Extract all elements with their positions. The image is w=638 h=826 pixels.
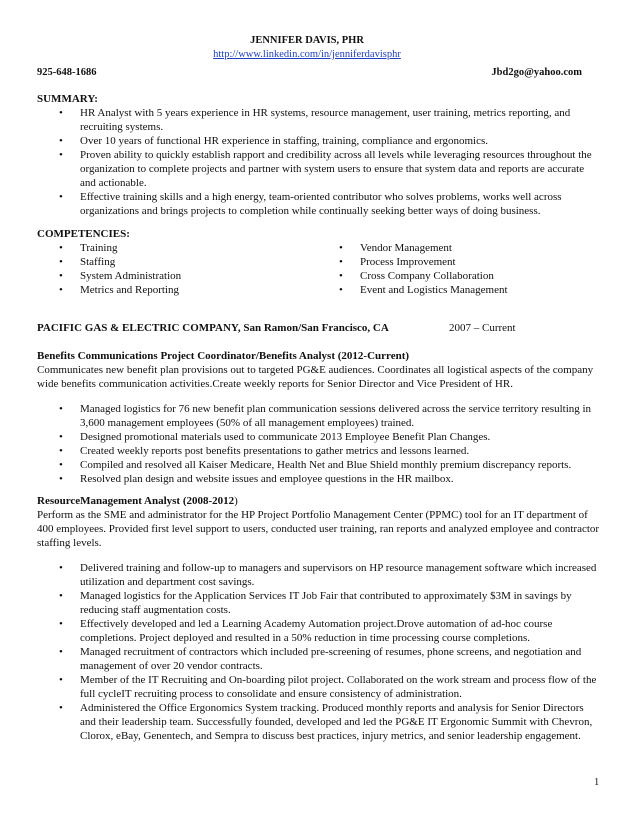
achievement-item: • Resolved plan design and website issues and employee questions in the HR mailbox. bbox=[37, 472, 602, 486]
competency-item: • System Administration bbox=[37, 269, 317, 283]
summary-item: • HR Analyst with 5 years experience in HR systems, resource management, user training, metrics reporting, and recruiting systems. bbox=[37, 106, 602, 134]
competency-item: • Event and Logistics Management bbox=[317, 283, 597, 297]
job-achievements bbox=[37, 561, 602, 743]
competencies-right-column bbox=[317, 241, 597, 297]
email-address: Jbd2go@yahoo.com bbox=[491, 67, 582, 78]
candidate-name: JENNIFER DAVIS, PHR bbox=[250, 35, 364, 46]
employment-dates: 2007 – Current bbox=[449, 322, 516, 334]
achievement-item: • Member of the IT Recruiting and On-boarding pilot project. Collaborated on the work stream and process flow of the full cycleIT recruiting process to consolidate and ensure consistency of administration. bbox=[37, 673, 602, 701]
achievement-item: • Administered the Office Ergonomics System tracking. Produced monthly reports and analysis for Senior Directors and their leadership team. Successfully founded, developed and led the PG&E IT Ergonomic Summit with Chevron, Clorox, eBay, Genentech, and Sempra to discuss best practices, injury metrics, and senior leadership engagement. bbox=[37, 701, 602, 743]
competency-item: • Staffing bbox=[37, 255, 317, 269]
summary-item: • Effective training skills and a high energy, team-oriented contributor who solves problems, works well across organizations and brings projects to completion while continually seeking better ways of doing business. bbox=[37, 190, 602, 218]
competencies-title: COMPETENCIES: bbox=[37, 228, 130, 240]
employer-line bbox=[37, 321, 602, 335]
achievement-item: • Delivered training and follow-up to managers and supervisors on HP resource management software which increased utilization and department cost savings. bbox=[37, 561, 602, 589]
summary-item: • Proven ability to quickly establish rapport and credibility across all levels while leveraging resources throughout the organization to complete projects and partner with system users to ensure that system data and reports are accurate and actionable. bbox=[37, 148, 602, 190]
achievement-item: • Managed recruitment of contractors which included pre-screening of resumes, phone screens, and negotiation and management of over 20 vendor contracts. bbox=[37, 645, 602, 673]
job-title-line bbox=[37, 494, 602, 508]
achievement-item: • Compiled and resolved all Kaiser Medicare, Health Net and Blue Shield monthly premium discrepancy reports. bbox=[37, 458, 602, 472]
competency-item: • Cross Company Collaboration bbox=[317, 269, 597, 283]
achievement-item: • Managed logistics for 76 new benefit plan communication sessions delivered across the service territory resulting in 3,600 management employees (50% of all management employees) trained. bbox=[37, 402, 602, 430]
summary-item: • Over 10 years of functional HR experience in staffing, training, compliance and ergonomics. bbox=[37, 134, 602, 148]
summary-section bbox=[37, 92, 602, 218]
job-title: ResourceManagement Analyst (2008-2012 bbox=[37, 495, 235, 507]
competency-item: • Vendor Management bbox=[317, 241, 597, 255]
page-number: 1 bbox=[594, 777, 600, 788]
summary-list bbox=[37, 106, 602, 218]
summary-title: SUMMARY: bbox=[37, 93, 98, 105]
job-title: Benefits Communications Project Coordinator/Benefits Analyst (2012-Current) bbox=[37, 350, 410, 362]
job-achievements bbox=[37, 402, 602, 486]
competencies-left-column bbox=[37, 241, 317, 297]
achievement-item: • Managed logistics for the Application Services IT Job Fair that contributed to approximately $3M in savings by reducing staff augmentation costs. bbox=[37, 589, 602, 617]
achievement-item: • Designed promotional materials used to communicate 2013 Employee Benefit Plan Changes. bbox=[37, 430, 602, 444]
phone-number: 925-648-1686 bbox=[37, 67, 97, 78]
achievement-item: • Created weekly reports post benefits presentations to gather metrics and lessons learned. bbox=[37, 444, 602, 458]
employer-name: PACIFIC GAS & ELECTRIC COMPANY, San Ramon/San Francisco, CA bbox=[37, 322, 389, 334]
competency-item: • Training bbox=[37, 241, 317, 255]
job-title-close: ) bbox=[234, 495, 238, 507]
achievement-item: • Effectively developed and led a Learning Academy Automation project.Drove automation of ad-hoc course completions. Project deployed and resulted in a 50% reduction in time processing course completions. bbox=[37, 617, 602, 645]
competency-item: • Metrics and Reporting bbox=[37, 283, 317, 297]
job-description: Communicates new benefit plan provisions out to targeted PG&E audiences. Coordinates all logistical aspects of the company wide benefits communication activities.Create weekly reports for Senior Director and Vice President of HR. bbox=[37, 364, 594, 390]
job-benefits-coordinator bbox=[37, 349, 602, 486]
job-resource-analyst bbox=[37, 494, 602, 743]
competencies-section bbox=[37, 227, 602, 297]
competency-item: • Process Improvement bbox=[317, 255, 597, 269]
job-description: Perform as the SME and administrator for the HP Project Portfolio Management Center (PPMC) tool for an IT department of 400 employees. Provided first level support to users, conducted user training, ran reports and analyzed employee and contractor staffing levels. bbox=[37, 509, 600, 549]
linkedin-link[interactable]: http://www.linkedin.com/in/jenniferdavisphr bbox=[213, 49, 401, 60]
